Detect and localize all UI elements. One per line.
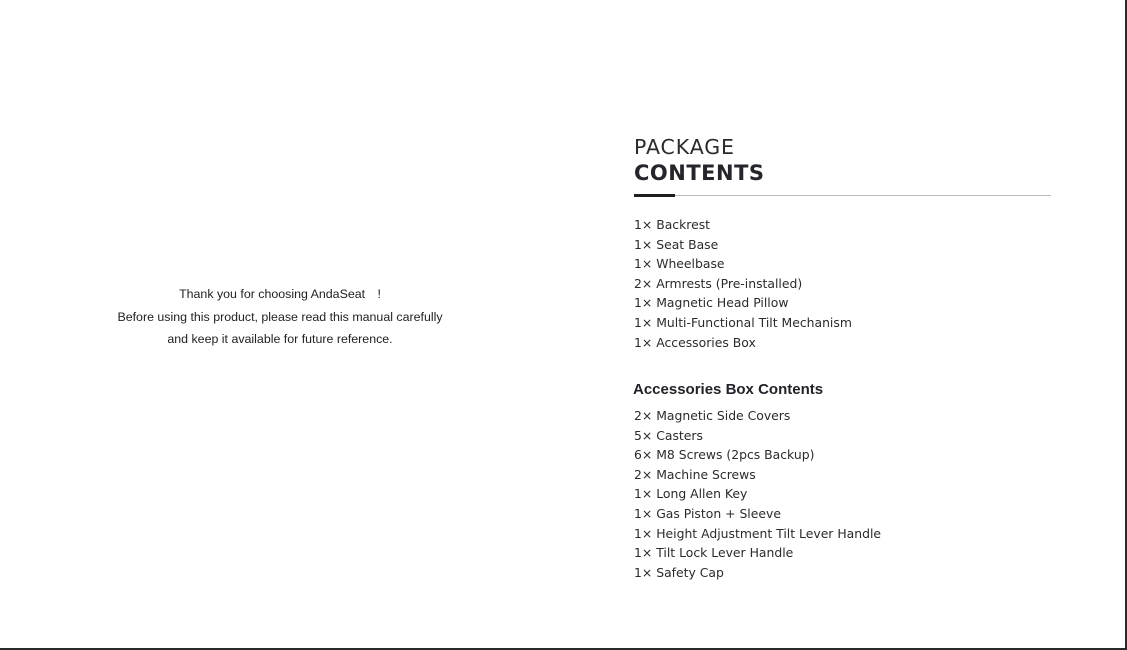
title-line-package: PACKAGE — [634, 135, 735, 159]
title-divider — [634, 195, 1051, 196]
accessories-box-list — [634, 406, 881, 582]
list-item: 1× Seat Base — [634, 236, 719, 252]
instruction-line: Before using this product, please read this manual carefully — [117, 309, 443, 324]
title-line-contents: CONTENTS — [634, 161, 765, 185]
list-item: 6× M8 Screws (2pcs Backup) — [634, 447, 815, 463]
list-item: 2× Magnetic Side Covers — [634, 408, 791, 423]
list-item: 1× Wheelbase — [634, 256, 725, 272]
list-item: 1× Gas Piston + Sleeve — [634, 505, 781, 521]
package-contents-title — [634, 135, 765, 187]
package-contents-list — [634, 215, 852, 352]
list-item: 1× Tilt Lock Lever Handle — [634, 545, 794, 561]
list-item: 1× Safety Cap — [634, 564, 724, 580]
reference-line: and keep it available for future reference. — [167, 332, 393, 347]
list-item: 1× Long Allen Key — [634, 486, 748, 502]
accessories-box-heading: Accessories Box Contents — [633, 381, 824, 398]
list-item: 5× Casters — [634, 427, 703, 443]
list-item: 2× Machine Screws — [634, 466, 756, 482]
title-divider-accent — [634, 194, 675, 197]
thank-you-line: Thank you for choosing AndaSeat ! — [179, 287, 381, 301]
list-item: 1× Multi-Functional Tilt Mechanism — [634, 314, 852, 330]
list-item: 1× Accessories Box — [634, 334, 756, 350]
list-item: 2× Armrests (Pre-installed) — [634, 275, 803, 291]
list-item: 1× Magnetic Head Pillow — [634, 295, 789, 311]
thank-you-note — [100, 283, 460, 351]
list-item: 1× Backrest — [634, 217, 711, 232]
list-item: 1× Height Adjustment Tilt Lever Handle — [634, 525, 882, 541]
